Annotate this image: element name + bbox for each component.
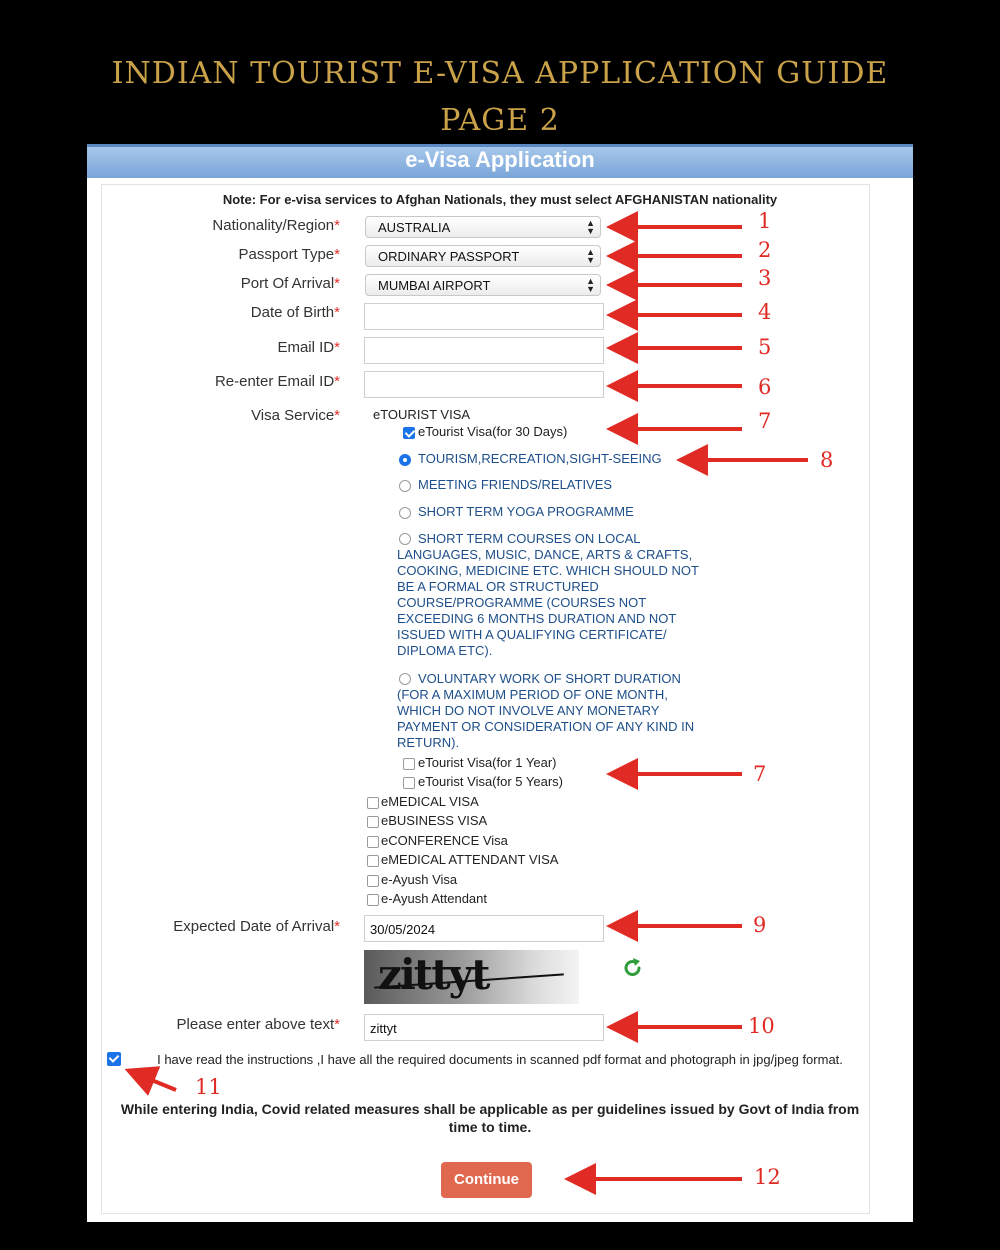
ebusiness-label: eBUSINESS VISA <box>381 813 488 828</box>
select-arrows-icon: ▲ ▼ <box>586 218 595 236</box>
etourist-1y-label: eTourist Visa(for 1 Year) <box>418 755 557 770</box>
emedical-attendant-checkbox[interactable] <box>367 855 379 867</box>
purpose-tourism-label: TOURISM,RECREATION,SIGHT-SEEING <box>418 451 662 466</box>
dob-input[interactable] <box>364 303 604 330</box>
emedical-label: eMEDICAL VISA <box>381 794 479 809</box>
agree-checkbox[interactable] <box>107 1052 121 1066</box>
etourist-5y-checkbox[interactable] <box>403 777 415 789</box>
etourist-1y-checkbox[interactable] <box>403 758 415 770</box>
guide-title-line2: PAGE 2 <box>440 103 560 138</box>
captcha-image <box>364 950 579 1004</box>
ebusiness-checkbox[interactable] <box>367 816 379 828</box>
arrival-date-input[interactable]: 30/05/2024 <box>364 915 604 942</box>
dob-label: Date of Birth* <box>250 304 340 321</box>
afghan-note: Note: For e-visa services to Afghan Nationals, they must select AFGHANISTAN nationality <box>222 192 778 207</box>
email-confirm-label: Re-enter Email ID* <box>214 373 340 390</box>
eayush-checkbox[interactable] <box>367 875 379 887</box>
annotation-number: 8 <box>820 448 834 472</box>
select-arrows-icon: ▲ ▼ <box>586 276 595 294</box>
nationality-select[interactable]: AUSTRALIA ▲ ▼ <box>365 216 601 238</box>
nationality-label: Nationality/Region* <box>212 217 340 234</box>
email-label: Email ID* <box>277 339 340 356</box>
captcha-input[interactable]: zittyt <box>364 1014 604 1041</box>
annotation-number: 2 <box>758 238 772 262</box>
purpose-yoga-label: SHORT TERM YOGA PROGRAMME <box>418 504 634 519</box>
annotation-number: 4 <box>758 300 772 324</box>
econference-checkbox[interactable] <box>367 836 379 848</box>
purpose-voluntary-label: VOLUNTARY WORK OF SHORT DURATION (FOR A MAXIMUM PERIOD OF ONE MONTH, WHICH DO NOT INVOLVE ANY MONETARY PAYMENT OR CONSIDERATION OF ANY KIND IN RETURN). <box>397 671 695 750</box>
annotation-number: 6 <box>758 375 772 399</box>
visa-service-label: Visa Service* <box>251 407 340 424</box>
agree-text: I have read the instructions ,I have all the required documents in scanned pdf format and photograph in jpg/jpeg format. <box>157 1052 843 1067</box>
purpose-yoga-radio[interactable] <box>399 507 411 519</box>
annotation-number: 11 <box>195 1075 222 1099</box>
passport-type-select[interactable]: ORDINARY PASSPORT ▲ ▼ <box>365 245 601 267</box>
visa-category: eTOURIST VISA <box>373 407 471 422</box>
select-arrows-icon: ▲ ▼ <box>586 247 595 265</box>
eayush-label: e-Ayush Visa <box>381 872 458 887</box>
eayush-attendant-label: e-Ayush Attendant <box>381 891 488 906</box>
arrival-date-label: Expected Date of Arrival* <box>173 918 340 935</box>
econference-label: eCONFERENCE Visa <box>381 833 508 848</box>
annotation-number: 7 <box>758 409 772 433</box>
guide-title-line1: INDIAN TOURIST E-VISA APPLICATION GUIDE <box>111 56 889 91</box>
etourist-30-checkbox[interactable] <box>403 427 415 439</box>
etourist-5y-label: eTourist Visa(for 5 Years) <box>418 774 563 789</box>
eayush-attendant-checkbox[interactable] <box>367 894 379 906</box>
port-label: Port Of Arrival* <box>240 275 340 292</box>
etourist-30-label: eTourist Visa(for 30 Days) <box>418 424 568 439</box>
continue-button[interactable]: Continue <box>441 1162 532 1198</box>
covid-notice: While entering India, Covid related measures shall be applicable as per guidelines issued by Govt of India from time to time. <box>120 1101 860 1135</box>
annotation-number: 9 <box>753 913 767 937</box>
annotation-number: 1 <box>758 209 772 233</box>
passport-type-label: Passport Type* <box>238 246 340 263</box>
refresh-icon[interactable] <box>621 956 645 980</box>
app-title: e-Visa Application <box>405 147 595 172</box>
purpose-friends-label: MEETING FRIENDS/RELATIVES <box>418 477 613 492</box>
emedical-checkbox[interactable] <box>367 797 379 809</box>
annotation-number: 3 <box>758 266 772 290</box>
annotation-number: 10 <box>748 1014 775 1038</box>
annotation-number: 5 <box>758 335 772 359</box>
captcha-label: Please enter above text* <box>176 1016 340 1033</box>
captcha-image-text: zittyt <box>378 950 489 999</box>
port-select[interactable]: MUMBAI AIRPORT ▲ ▼ <box>365 274 601 296</box>
email-input[interactable] <box>364 337 604 364</box>
purpose-friends-radio[interactable] <box>399 480 411 492</box>
email-confirm-input[interactable] <box>364 371 604 398</box>
purpose-courses-label: SHORT TERM COURSES ON LOCAL LANGUAGES, MUSIC, DANCE, ARTS & CRAFTS, COOKING, MEDICINE ETC. WHICH SHOULD NOT BE A FORMAL OR STRUCTURED COURSE/PROGRAMME (COURSES NOT EXCEEDING 6 MONTHS DURATION AND NOT ISSUED WITH A QUALIFYING CERTIFICATE/ DIPLOMA ETC). <box>397 531 699 658</box>
annotation-number: 7 <box>753 762 767 786</box>
emedical-attendant-label: eMEDICAL ATTENDANT VISA <box>381 852 559 867</box>
annotation-number: 12 <box>754 1165 781 1189</box>
purpose-tourism-radio[interactable] <box>399 454 411 466</box>
